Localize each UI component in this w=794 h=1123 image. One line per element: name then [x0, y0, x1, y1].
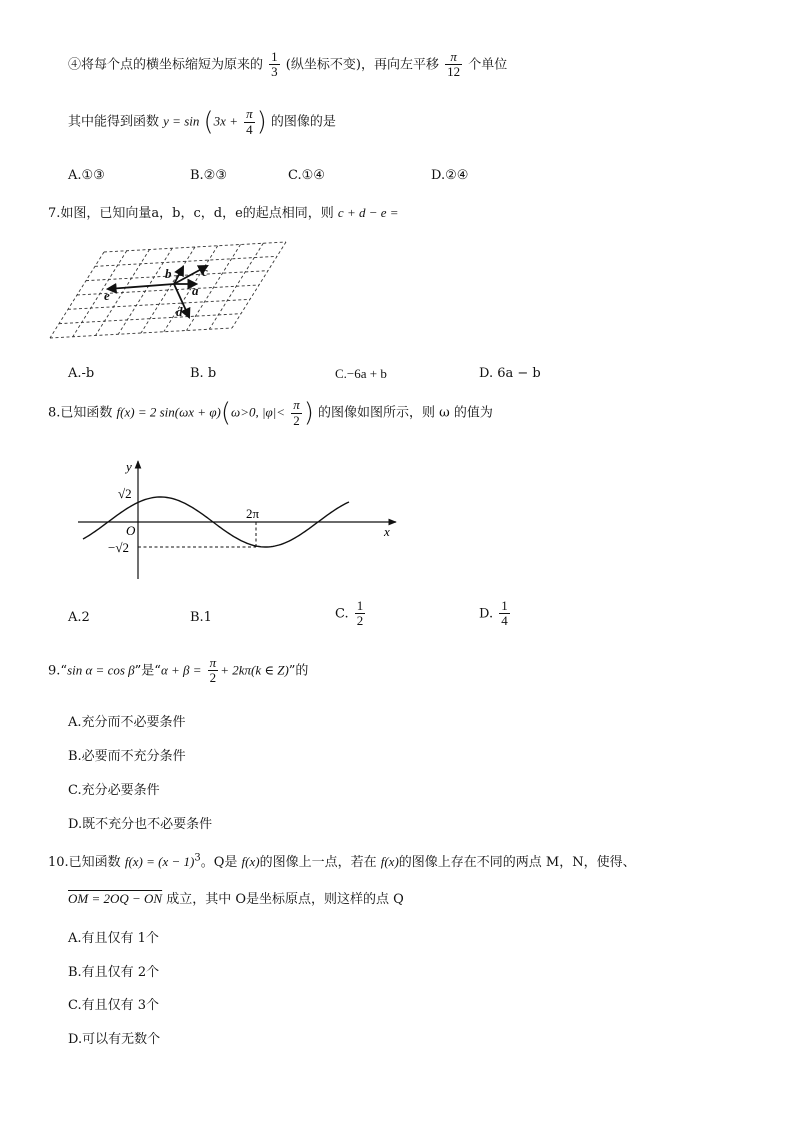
q8-option-c[interactable]: [335, 599, 367, 629]
q10-stem-text-a: 10.已知函数: [48, 855, 121, 870]
q8-option-d-fraction: [499, 599, 510, 629]
dashed-grid: [50, 242, 286, 338]
q8-stem-fraction: [291, 398, 302, 428]
frac-num: π: [246, 106, 253, 122]
q7-stem-expr: c + d − e =: [337, 205, 399, 220]
grid-line: [209, 243, 263, 329]
q7-stem: [48, 202, 399, 221]
q10-vector-equation: OM = 2OQ − ON: [68, 891, 163, 906]
q6-option-b[interactable]: B.②③: [190, 168, 227, 183]
q9-stem-text-a: 9.“: [48, 663, 68, 679]
paren-right: ): [256, 107, 267, 137]
q9-stem: [48, 656, 308, 686]
q8-option-d[interactable]: [479, 599, 512, 629]
q10-stem-text-d: 的图像上存在不同的两点 M，N，使得、: [398, 855, 636, 870]
q10-option-b[interactable]: B.有且仅有 2个: [68, 965, 160, 980]
q10-option-d[interactable]: D.可以有无数个: [68, 1032, 161, 1047]
frac-num: π: [293, 397, 300, 413]
q7-vector-grid-figure: [46, 238, 292, 344]
paren-left: (: [220, 398, 232, 428]
y-axis-label: y: [126, 459, 132, 474]
q6-stem: [68, 107, 336, 137]
q8-stem-text-a: 8.已知函数: [48, 405, 113, 421]
frac-den: 4: [501, 613, 508, 629]
q7-option-b[interactable]: B. b: [190, 366, 217, 381]
frac-num: π: [209, 655, 217, 670]
q10-stem-text-c: 的图像上一点，若在: [259, 855, 377, 870]
q10-option-c[interactable]: C.有且仅有 3个: [68, 998, 160, 1013]
q10-stem-line2-text: 成立，其中 O是坐标原点，则这样的点 Q: [166, 892, 404, 907]
grid-line: [164, 246, 218, 332]
frac-den: 3: [271, 64, 278, 80]
vector-e-arrow: [108, 284, 174, 289]
q9-option-c[interactable]: C.充分必要条件: [68, 783, 160, 798]
q6-item4: [68, 50, 507, 80]
frac-den: 12: [447, 64, 461, 80]
q6-option-c[interactable]: C.①④: [288, 168, 325, 183]
q9-stem-expr3: + 2kπ(k ∈ Z): [220, 662, 289, 678]
q6-item4-text-a: ④将每个点的横坐标缩短为原来的: [68, 57, 264, 73]
q10-stem-fx2: f(x): [380, 854, 399, 869]
q8-option-d-letter: D.: [479, 606, 494, 622]
q6-stem-inner: 3x +: [213, 113, 238, 129]
q7-stem-text: 7.如图，已知向量a，b，c，d，e的起点相同，则: [48, 206, 334, 221]
frac-num: π: [445, 50, 462, 65]
origin-label: O: [126, 523, 136, 538]
q10-stem-line2: [68, 888, 404, 907]
frac-den: 4: [246, 121, 253, 137]
frac-den: 2: [293, 412, 300, 428]
q6-item4-fraction: [269, 50, 280, 80]
q8-option-b[interactable]: B.1: [190, 610, 212, 625]
grid-line: [141, 247, 195, 333]
q10-stem-text-b: 。Q是: [200, 855, 238, 870]
q8-option-c-fraction: [355, 599, 366, 629]
q10-stem-func: f(x) = (x − 1): [124, 854, 195, 869]
q9-option-d[interactable]: D.既不充分也不必要条件: [68, 817, 213, 832]
x-tick-label: 2π: [246, 506, 260, 521]
q9-stem-text-b: ”是“: [134, 663, 161, 679]
label-c: c: [202, 264, 208, 279]
q8-stem: [48, 398, 493, 428]
q7-option-c[interactable]: C.−6a + b: [335, 366, 387, 381]
q10-option-a[interactable]: A.有且仅有 1个: [68, 931, 159, 946]
y-min-label: −√2: [108, 540, 129, 555]
frac-den: 2: [356, 613, 364, 629]
q10-stem-line1: [48, 851, 636, 870]
q7-option-d[interactable]: D. 6a − b: [479, 366, 541, 381]
q6-item4-text-b: (纵坐标不变)，再向左平移: [285, 57, 439, 73]
q8-option-a[interactable]: A.2: [68, 610, 90, 625]
q6-option-a[interactable]: A.①③: [68, 168, 105, 183]
q9-option-b[interactable]: B.必要而不充分条件: [68, 749, 186, 764]
q9-stem-expr1: sin α = cos β: [67, 662, 135, 678]
x-axis-label: x: [384, 524, 390, 539]
label-b: b: [165, 266, 172, 281]
q8-sine-graph: [78, 455, 400, 583]
label-a: a: [192, 283, 199, 298]
q10-stem-exponent: 3: [194, 852, 201, 864]
frac-num: 1: [271, 49, 278, 64]
q10-stem-fx1: f(x): [241, 854, 260, 869]
q8-option-c-letter: C.: [335, 606, 349, 622]
q6-item4-text-c: 个单位: [468, 57, 508, 73]
q9-stem-fraction: [208, 656, 219, 686]
label-e: e: [104, 288, 110, 303]
paren-left: (: [203, 107, 214, 137]
q8-stem-func: f(x) = 2 sin(ωx + φ): [116, 404, 221, 420]
paren-right: ): [303, 398, 314, 428]
q9-stem-text-c: ”的: [288, 663, 309, 679]
q9-stem-expr2: α + β =: [160, 662, 202, 678]
q6-option-d[interactable]: D.②④: [431, 168, 469, 183]
q6-stem-fraction: [244, 107, 255, 137]
q8-stem-cond: ω>0, |φ|<: [231, 404, 286, 420]
grid-line: [73, 251, 127, 337]
y-max-label: √2: [118, 486, 132, 501]
q7-option-a[interactable]: A.-b: [68, 366, 95, 381]
grid-line: [232, 242, 286, 328]
frac-den: 2: [209, 670, 217, 686]
grid-line: [50, 252, 104, 338]
frac-num: 1: [356, 598, 364, 613]
frac-num: 1: [501, 598, 508, 613]
q6-stem-func: y = sin: [163, 113, 200, 129]
label-d: d: [176, 304, 183, 319]
q6-stem-text-a: 其中能得到函数: [68, 114, 160, 130]
q6-stem-text-b: 的图像的是: [270, 114, 336, 130]
q8-stem-text-b: 的图像如图所示，则 ω 的值为: [318, 405, 493, 421]
q6-item4-fraction2: [445, 50, 462, 80]
grid-line: [118, 248, 172, 334]
q9-option-a[interactable]: A.充分而不必要条件: [68, 715, 186, 730]
